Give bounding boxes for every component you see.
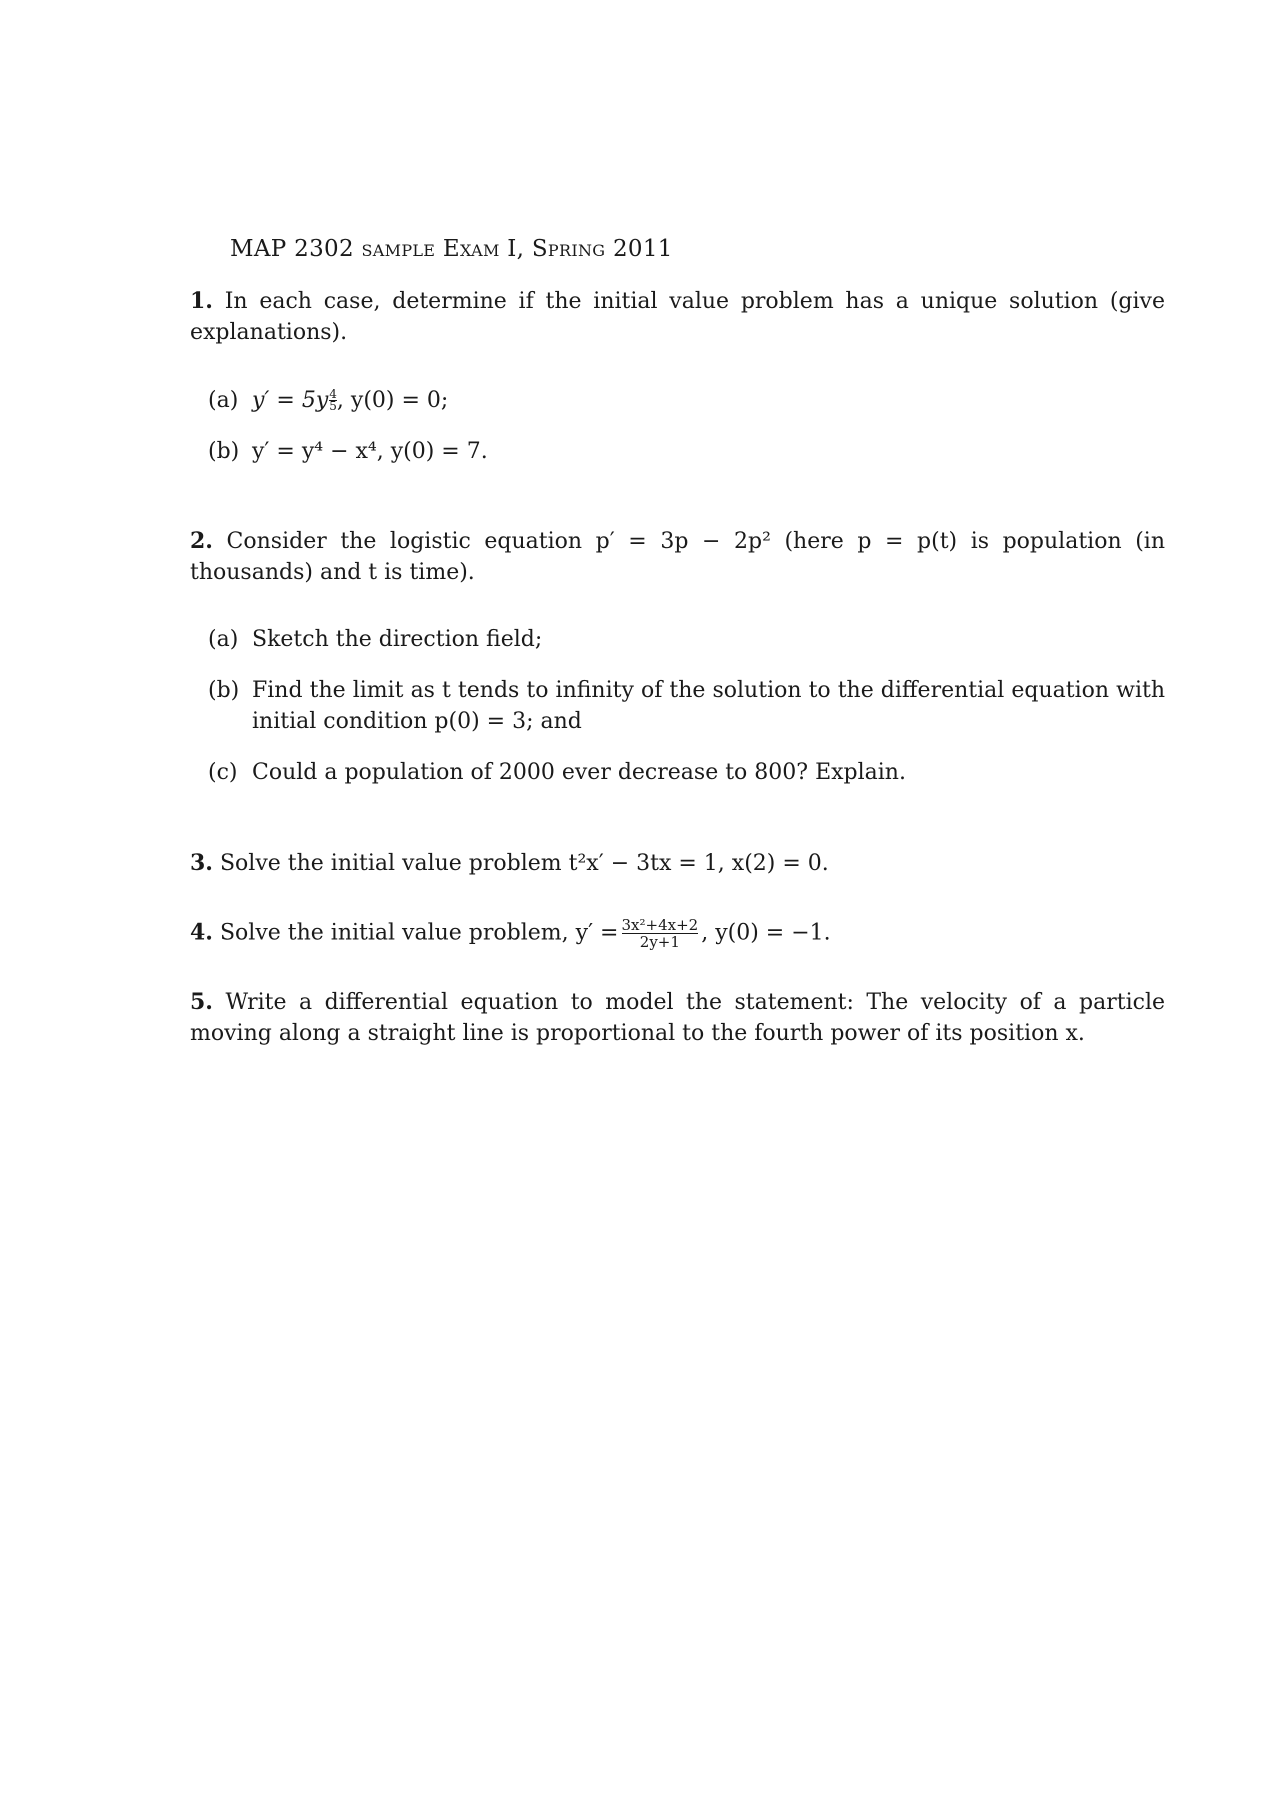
- question-number: 5.: [190, 989, 213, 1015]
- title-year: 2011: [612, 236, 673, 262]
- title-smallcaps: sample Exam I, Spring: [361, 236, 606, 262]
- equation-lhs: y′ = 5y: [252, 388, 329, 413]
- question-1: [190, 286, 1165, 348]
- question-text: Consider the logistic equation p′ = 3p − 2p² (here p = p(t) is population (in thousands) and t is time).: [190, 529, 1165, 585]
- question-number: 3.: [190, 850, 213, 876]
- question-text: Solve the initial value problem, y′ =: [219, 920, 619, 946]
- fraction-numerator: 3x²+4x+2: [621, 916, 699, 934]
- question-text: Solve the initial value problem t²x′ − 3tx = 1, x(2) = 0.: [219, 851, 829, 876]
- question-1-part-a: [208, 385, 1165, 416]
- title-course: MAP 2302: [230, 236, 354, 262]
- part-label: (a): [208, 627, 239, 652]
- question-number: 2.: [190, 528, 213, 554]
- part-text: y′ = y⁴ − x⁴, y(0) = 7.: [252, 439, 488, 464]
- part-text: Sketch the direction field;: [252, 627, 543, 652]
- exam-title: [230, 236, 673, 262]
- question-number: 1.: [190, 288, 213, 314]
- question-2-part-c: [208, 757, 1165, 788]
- fraction-denominator: 2y+1: [639, 933, 680, 951]
- fractional-exponent: [329, 389, 337, 412]
- equation-rhs: , y(0) = 0;: [336, 388, 449, 413]
- question-3: [190, 848, 1165, 879]
- part-text: [252, 385, 1165, 416]
- question-2-part-b: [208, 675, 1165, 737]
- question-text: In each case, determine if the initial value problem has a unique solution (give explanations).: [190, 289, 1165, 345]
- part-label: (b): [208, 439, 240, 464]
- part-label: (c): [208, 760, 238, 785]
- question-1-part-b: [208, 436, 1165, 467]
- initial-condition: , y(0) = −1.: [701, 920, 831, 946]
- exponent-numerator: 4: [329, 387, 337, 401]
- part-label: (a): [208, 388, 239, 413]
- question-2-part-a: [208, 624, 1165, 655]
- question-2: [190, 526, 1165, 588]
- part-label: (b): [208, 678, 240, 703]
- part-text: Could a population of 2000 ever decrease to 800? Explain.: [252, 760, 906, 785]
- question-text: Write a differential equation to model the statement: The velocity of a particle moving along a straight line is proportional to the fourth power of its position x.: [190, 990, 1165, 1046]
- question-4: [190, 917, 1165, 950]
- part-text: Find the limit as t tends to infinity of the solution to the differential equation with initial condition p(0) = 3; and: [252, 678, 1165, 734]
- question-5: [190, 987, 1165, 1049]
- question-number: 4.: [190, 919, 213, 946]
- exponent-denominator: 5: [329, 399, 337, 413]
- rhs-fraction: [622, 917, 699, 950]
